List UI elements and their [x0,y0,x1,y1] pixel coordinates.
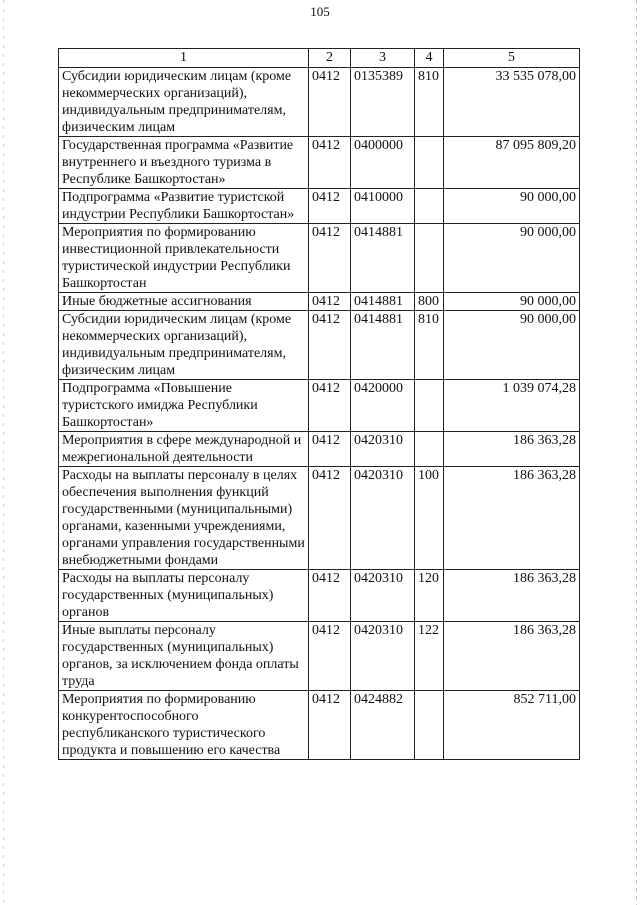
row-code: 0424882 [351,691,415,760]
row-type [415,691,444,760]
row-name: Подпрограмма «Развитие туристской индустрии Республики Башкортостан» [59,189,309,224]
row-name: Расходы на выплаты персоналу в целях обеспечения выполнения функций государственными (муниципальными) органами, казенными учреждениями, органами управления государственными внебюджетными фондами [59,467,309,570]
table-row [59,68,580,137]
column-header-1: 1 [59,49,309,68]
row-section: 0412 [309,380,351,432]
table-body [59,68,580,760]
row-code: 0414881 [351,224,415,293]
row-type [415,380,444,432]
row-section: 0412 [309,691,351,760]
row-code: 0400000 [351,137,415,189]
row-code: 0410000 [351,189,415,224]
row-type: 120 [415,570,444,622]
row-type: 100 [415,467,444,570]
row-section: 0412 [309,622,351,691]
table-header [59,49,580,68]
budget-table [58,48,580,760]
row-code: 0420310 [351,467,415,570]
table-row [59,622,580,691]
scan-edge-right [636,0,637,905]
row-type [415,189,444,224]
table-row [59,432,580,467]
row-amount: 1 039 074,28 [444,380,580,432]
row-code: 0135389 [351,68,415,137]
row-code: 0414881 [351,293,415,311]
row-amount: 186 363,28 [444,467,580,570]
row-name: Мероприятия по формированию конкурентоспособного республиканского туристического продукта и повышению его качества [59,691,309,760]
table-row [59,293,580,311]
row-code: 0420310 [351,432,415,467]
row-amount: 87 095 809,20 [444,137,580,189]
row-section: 0412 [309,189,351,224]
row-name: Субсидии юридическим лицам (кроме некоммерческих организаций), индивидуальным предпринимателям, физическим лицам [59,68,309,137]
row-name: Государственная программа «Развитие внутреннего и въездного туризма в Республике Башкортостан» [59,137,309,189]
column-header-4: 4 [415,49,444,68]
row-name: Мероприятия по формированию инвестиционной привлекательности туристической индустрии Республики Башкортостан [59,224,309,293]
table-row [59,189,580,224]
row-amount: 90 000,00 [444,293,580,311]
row-type: 800 [415,293,444,311]
row-code: 0420310 [351,622,415,691]
row-section: 0412 [309,570,351,622]
row-section: 0412 [309,311,351,380]
row-type: 122 [415,622,444,691]
row-name: Иные бюджетные ассигнования [59,293,309,311]
row-section: 0412 [309,224,351,293]
row-amount: 90 000,00 [444,224,580,293]
page-number: 105 [310,4,330,19]
column-header-5: 5 [444,49,580,68]
table-row [59,691,580,760]
row-section: 0412 [309,432,351,467]
row-section: 0412 [309,137,351,189]
row-type [415,224,444,293]
row-section: 0412 [309,467,351,570]
row-section: 0412 [309,68,351,137]
column-header-2: 2 [309,49,351,68]
row-section: 0412 [309,293,351,311]
scan-edge-left [3,0,4,905]
table-row [59,570,580,622]
row-amount: 852 711,00 [444,691,580,760]
row-amount: 33 535 078,00 [444,68,580,137]
row-type: 810 [415,68,444,137]
row-code: 0420310 [351,570,415,622]
table-row [59,467,580,570]
row-amount: 186 363,28 [444,432,580,467]
table-row [59,137,580,189]
table-row [59,224,580,293]
table-row [59,311,580,380]
row-name: Субсидии юридическим лицам (кроме некоммерческих организаций), индивидуальным предпринимателям, физическим лицам [59,311,309,380]
row-name: Иные выплаты персоналу государственных (муниципальных) органов, за исключением фонда оплаты труда [59,622,309,691]
row-name: Подпрограмма «Повышение туристского имиджа Республики Башкортостан» [59,380,309,432]
row-amount: 186 363,28 [444,622,580,691]
row-type: 810 [415,311,444,380]
row-code: 0414881 [351,311,415,380]
row-name: Расходы на выплаты персоналу государственных (муниципальных) органов [59,570,309,622]
row-code: 0420000 [351,380,415,432]
row-type [415,137,444,189]
column-header-3: 3 [351,49,415,68]
row-amount: 90 000,00 [444,189,580,224]
row-amount: 90 000,00 [444,311,580,380]
row-type [415,432,444,467]
row-name: Мероприятия в сфере международной и межрегиональной деятельности [59,432,309,467]
row-amount: 186 363,28 [444,570,580,622]
table-row [59,380,580,432]
header-row [59,49,580,68]
